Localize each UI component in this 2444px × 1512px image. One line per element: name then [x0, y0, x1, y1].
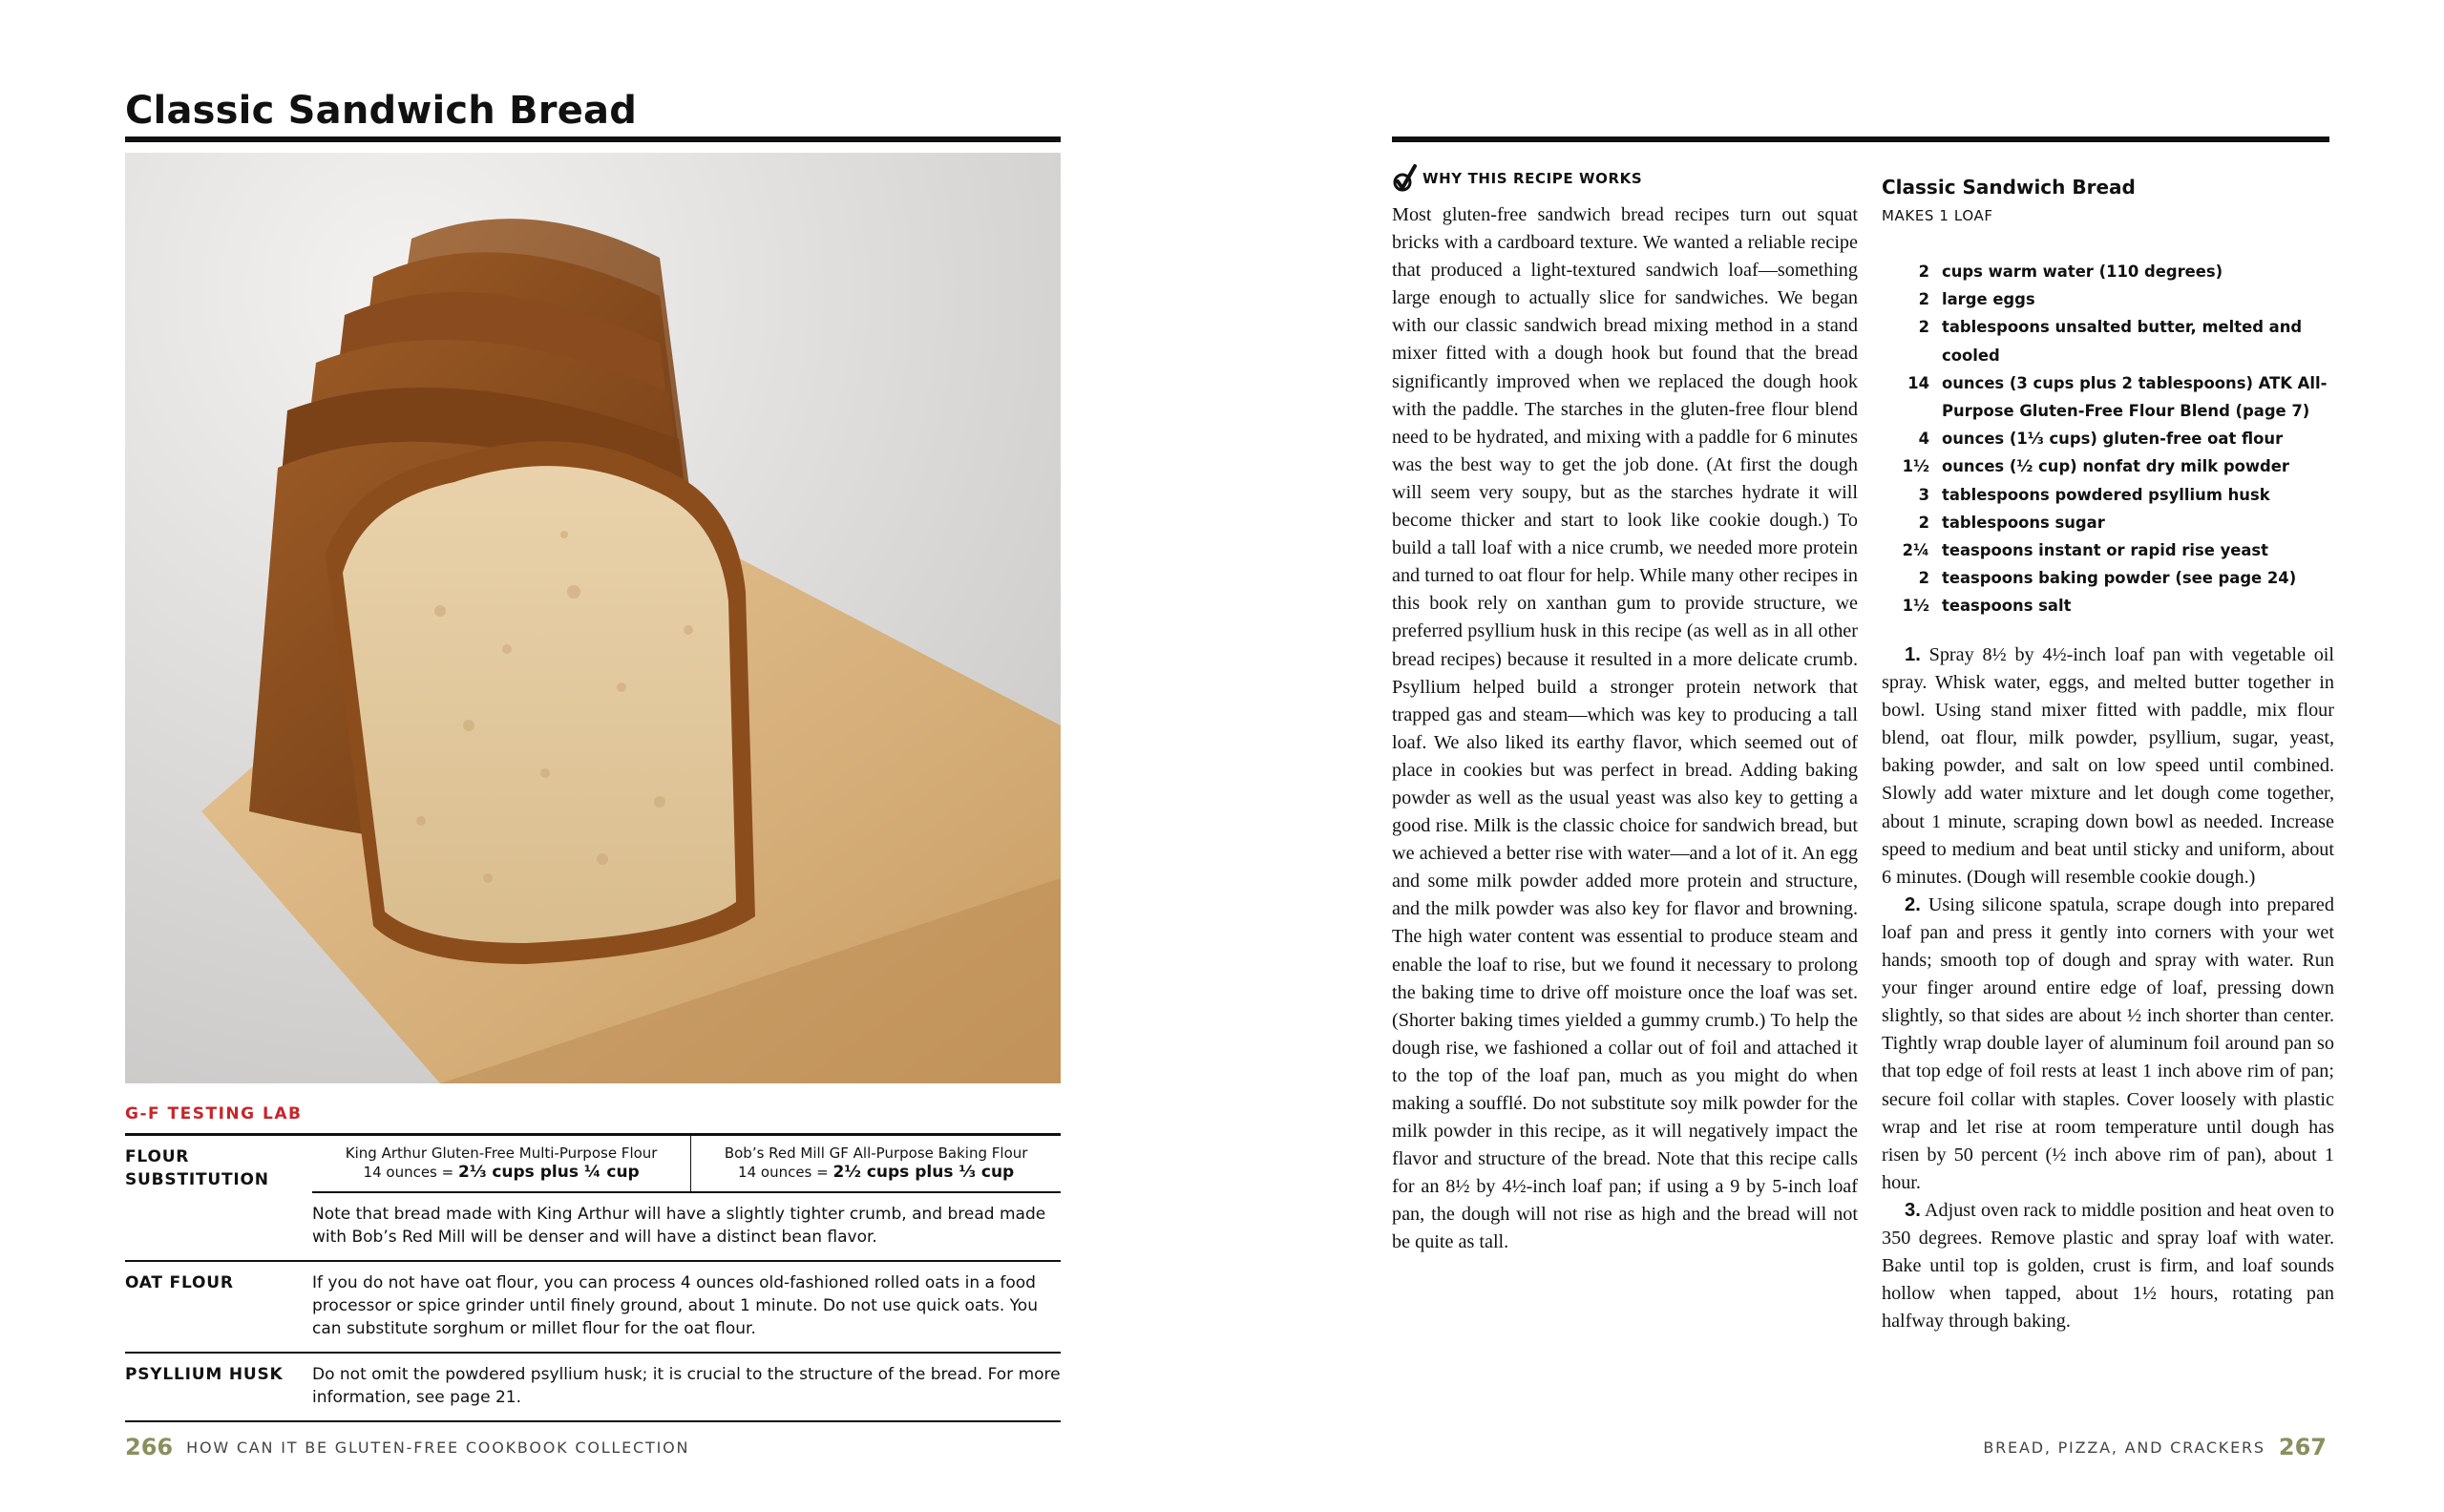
oat-flour-text: If you do not have oat flour, you can process 4 ounces old-fashioned rolled oats in a food processor or spice grinder until finely ground, about 1 minute. Do not use quick oats. You can substitute sorghum or millet flour for the oat flour. [312, 1261, 1061, 1353]
ingredient-qty: 2 [1918, 569, 1929, 588]
testing-lab-heading: G-F TESTING LAB [125, 1104, 303, 1124]
ingredient-qty: 2 [1918, 513, 1929, 532]
ingredient-qty: 1½ [1902, 457, 1929, 476]
step-number: 1. [1905, 644, 1921, 665]
ingredient-item [1882, 285, 2335, 313]
page-number-left: 266 [125, 1434, 174, 1460]
page-number-right: 267 [2278, 1434, 2327, 1460]
oat-flour-label: OAT FLOUR [125, 1261, 312, 1353]
bobs-red-mill-weight: 14 ounces = [738, 1164, 833, 1181]
flour-substitution-label: FLOUR SUBSTITUTION [125, 1147, 269, 1189]
ingredient-item [1882, 509, 2335, 536]
footer-left [125, 1434, 689, 1460]
ingredient-item [1882, 452, 2335, 480]
step-text: Spray 8½ by 4½-inch loaf pan with vegetable oil spray. Whisk water, eggs, and melted butter together in bowl. Using stand mixer fitted with paddle, mix flour blend, oat flour, milk powder, psyllium, sugar, yeast, baking powder, and salt on low speed until combined. Slowly add water mixture and let dough come together, about 1 minute, scraping down bowl as needed. Increase speed to medium and beat until sticky and uniform, about 6 minutes. (Dough will resemble cookie dough.) [1882, 644, 2334, 888]
ingredient-qty: 1½ [1902, 597, 1929, 616]
ingredient-text: large eggs [1942, 290, 2035, 309]
right-page-rule [1392, 136, 2329, 142]
ingredient-text: teaspoons instant or rapid rise yeast [1942, 541, 2269, 560]
ingredient-text: tablespoons powdered psyllium husk [1942, 485, 2270, 504]
oat-flour-row [125, 1261, 1061, 1353]
checkmark-icon [1392, 164, 1417, 193]
title-rule [125, 136, 1061, 142]
ingredient-text: tablespoons unsalted butter, melted and cooled [1942, 318, 2303, 365]
recipe-yield: MAKES 1 LOAF [1882, 207, 1993, 224]
ingredient-item [1882, 369, 2335, 425]
ingredient-list [1882, 258, 2335, 620]
ingredient-text: teaspoons baking powder (see page 24) [1942, 569, 2297, 588]
ingredient-item [1882, 592, 2335, 620]
footer-right [1983, 1434, 2327, 1460]
ingredient-text: tablespoons sugar [1942, 513, 2105, 532]
ingredient-item [1882, 258, 2335, 285]
ingredient-qty: 2 [1918, 290, 1929, 309]
step-text: Adjust oven rack to middle position and heat oven to 350 degrees. Remove plastic and spray loaf with water. Bake until top is golden, crust is firm, and loaf sounds hollow when tapped, about 1½ hours, rotating pan halfway through baking. [1882, 1199, 2334, 1333]
ingredient-item [1882, 536, 2335, 564]
ingredient-text: teaspoons salt [1942, 597, 2072, 616]
ingredient-qty: 3 [1918, 485, 1929, 504]
running-title-right: BREAD, PIZZA, AND CRACKERS [1983, 1438, 2265, 1457]
ingredient-qty: 14 [1907, 373, 1929, 392]
bobs-red-mill-cups: 2½ cups plus ⅓ cup [832, 1163, 1015, 1182]
bread-photo [125, 153, 1061, 1083]
step-text: Using silicone spatula, scrape dough into prepared loaf pan and press it gently into corners with your wet hands; smooth top of dough and spray with water. Run your finger around entire edge of loaf, pressing down slightly, so that sides are about ½ inch shorter than center. Tightly wrap double layer of aluminum foil around pan so that top edge of foil rests at least 1 inch above rim of pan; secure foil collar with staples. Cover loosely with plastic wrap and let rise at room temperature until dough has risen by 50 percent (½ inch above rim of pan), about 1 hour. [1882, 893, 2334, 1193]
recipe-steps [1882, 641, 2334, 1335]
ingredient-qty: 2¼ [1902, 541, 1929, 560]
ingredient-item [1882, 564, 2335, 592]
recipe-title: Classic Sandwich Bread [1882, 176, 2136, 199]
psyllium-husk-text: Do not omit the powdered psyllium husk; it is crucial to the structure of the bread. For more information, see page 21. [312, 1353, 1061, 1421]
step-number: 3. [1905, 1199, 1921, 1221]
why-heading-text: WHY THIS RECIPE WORKS [1422, 170, 1643, 187]
why-body: Most gluten-free sandwich bread recipes turn out squat bricks with a cardboard texture. We wanted a reliable recipe that produced a light-textured sandwich loaf—something large enough to actually slice for sandwiches. We began with our classic sandwich bread mixing method in a stand mixer fitted with a dough hook but found that the bread significantly improved when we replaced the dough hook with the paddle. The starches in the gluten-free flour blend need to be hydrated, and mixing with a paddle for 6 minutes was the best way to get the job done. (At first the dough will seem very soupy, but as the starches hydrate it will become thicker and start to look like cookie dough.) To build a tall loaf with a nice crumb, we needed more protein and turned to oat flour for help. While many other recipes in this book rely on xanthan gum to provide structure, we preferred psyllium husk in this recipe (as well as in all other bread recipes) because it resulted in a more delicate crumb. Psyllium helped build a stronger protein network that trapped gas and steam—which was key to producing a tall loaf. We also liked its earthy flavor, which seemed out of place in cookies but was perfect in bread. Adding baking powder as well as the usual yeast was also key to getting a good rise. Milk is the classic choice for sandwich bread, but we achieved a better rise with water—and a lot of it. An egg and some milk powder added more protein and structure, and the milk powder was also key for flavor and browning. The high water content was essential to produce steam and enable the loaf to rise, but we found it necessary to prolong the baking time to drive off moisture once the loaf was set. (Shorter baking times yielded a gummy crumb.) To help the dough rise, we fashioned a collar out of foil and attached it to the top of the loaf pan, much as you might do when making a soufflé. Do not substitute soy milk powder for the milk powder in this recipe, as it will negatively impact the flavor and structure of the bread. Note that this recipe calls for an 8½ by 4½-inch loaf pan; if using a 9 by 5-inch loaf pan, the dough will not rise as high and the bread will not be quite as tall. [1392, 204, 1858, 1253]
step-1 [1882, 641, 2334, 892]
ingredient-item [1882, 481, 2335, 509]
testing-lab-table [125, 1136, 1061, 1422]
king-arthur-cups: 2⅓ cups plus ¼ cup [457, 1163, 640, 1182]
step-number: 2. [1905, 893, 1921, 915]
ingredient-text: ounces (1⅓ cups) gluten-free oat flour [1942, 430, 2284, 449]
ingredient-qty: 2 [1918, 318, 1929, 337]
king-arthur-weight: 14 ounces = [363, 1164, 458, 1181]
ingredient-text: ounces (½ cup) nonfat dry milk powder [1942, 457, 2289, 476]
ingredient-item [1882, 313, 2335, 368]
bobs-red-mill-name: Bob’s Red Mill GF All-Purpose Baking Flour [724, 1144, 1028, 1162]
step-3 [1882, 1197, 2334, 1335]
bobs-red-mill-cell [691, 1136, 1061, 1192]
ingredient-qty: 4 [1918, 430, 1929, 449]
step-2 [1882, 892, 2334, 1197]
ingredient-text: cups warm water (110 degrees) [1942, 262, 2223, 281]
why-this-recipe-works-heading [1392, 164, 1642, 193]
psyllium-husk-row [125, 1353, 1061, 1421]
ingredient-item [1882, 425, 2335, 452]
king-arthur-name: King Arthur Gluten-Free Multi-Purpose Flour [345, 1144, 658, 1162]
ingredient-qty: 2 [1918, 262, 1929, 281]
flour-substitution-note: Note that bread made with King Arthur will have a slightly tighter crumb, and bread made with Bob’s Red Mill will be denser and will have a distinct bean flavor. [312, 1192, 1061, 1261]
ingredient-text: ounces (3 cups plus 2 tablespoons) ATK All-Purpose Gluten-Free Flour Blend (page 7) [1942, 373, 2328, 421]
flour-substitution-row [125, 1136, 1061, 1192]
page-title: Classic Sandwich Bread [125, 89, 638, 133]
psyllium-husk-label: PSYLLIUM HUSK [125, 1353, 312, 1421]
running-title-left: HOW CAN IT BE GLUTEN-FREE COOKBOOK COLLECTION [186, 1438, 690, 1457]
king-arthur-cell [312, 1136, 691, 1192]
